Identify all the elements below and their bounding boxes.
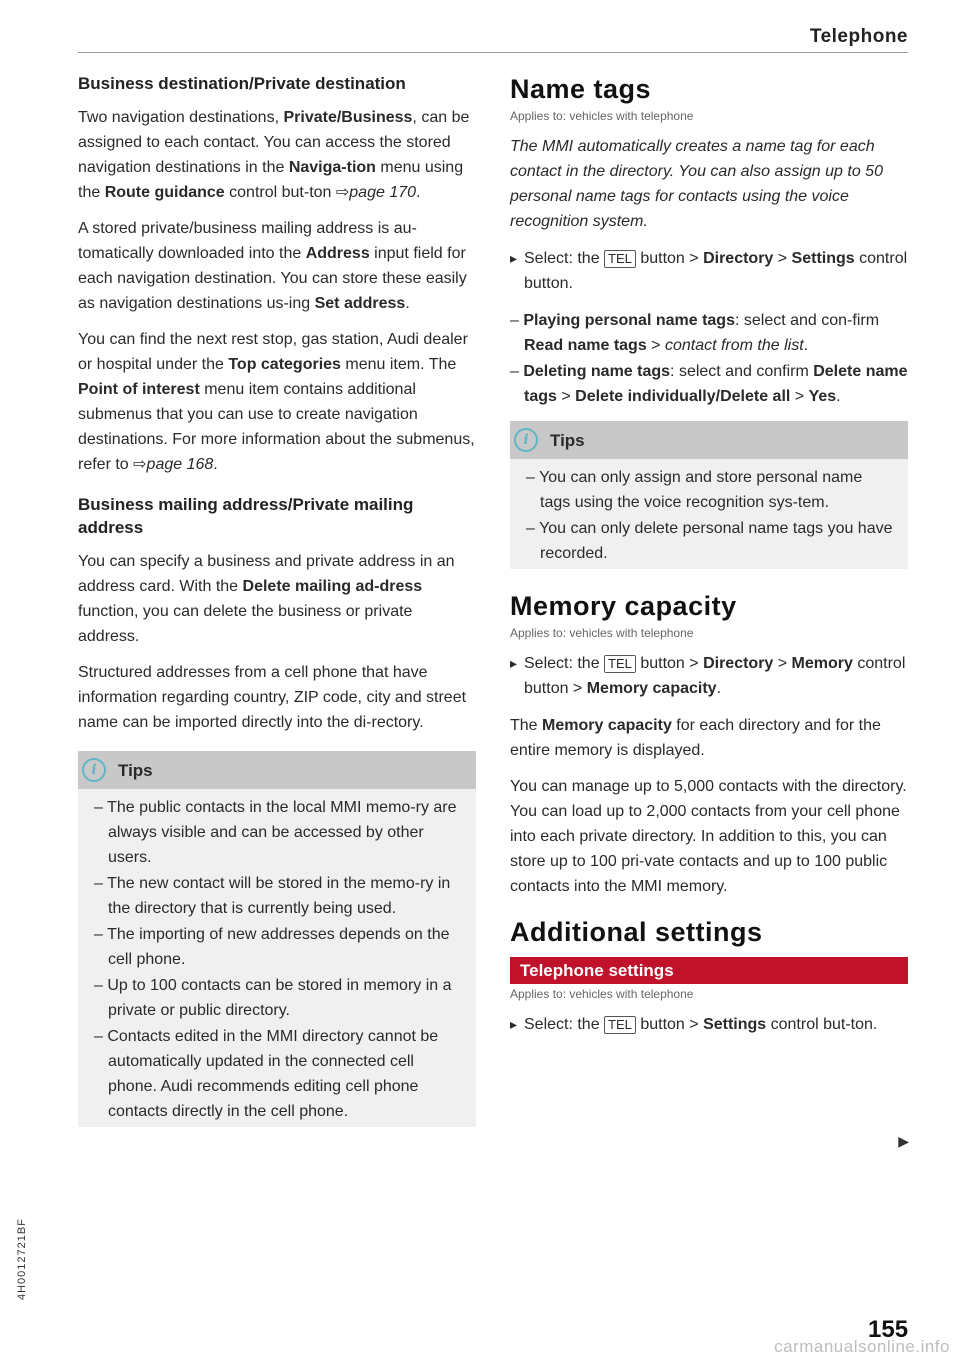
left-column bbox=[78, 72, 476, 1141]
paragraph-destinations: Two navigation destinations, Private/Business, can be assigned to each contact. You can access the stored navigation destinations in the Naviga-tion menu using the Route guidance control but-ton ⇨page 170. bbox=[78, 109, 470, 201]
list-item: – Deleting name tags: select and confirm Delete name tags > Delete individually/Delete all > Yes. bbox=[510, 359, 908, 409]
heading-business-destination: Business destination/Private destination bbox=[78, 74, 406, 93]
tips-list bbox=[510, 459, 908, 569]
page-ref-link[interactable]: ⇨page 168 bbox=[133, 456, 214, 473]
info-icon: i bbox=[82, 758, 106, 782]
tips-header bbox=[78, 751, 476, 789]
list-item: – You can only assign and store personal name tags using the voice recognition sys-tem. bbox=[526, 465, 896, 515]
list-item: – Up to 100 contacts can be stored in memory in a private or public directory. bbox=[94, 973, 464, 1023]
heading-name-tags: Name tags bbox=[510, 74, 652, 104]
tips-box bbox=[78, 751, 476, 1127]
tips-label: Tips bbox=[118, 760, 153, 780]
list-item: – The importing of new addresses depends on the cell phone. bbox=[94, 922, 464, 972]
tips-box bbox=[510, 421, 908, 569]
applies-note: Applies to: vehicles with telephone bbox=[510, 626, 694, 640]
applies-note: Applies to: vehicles with telephone bbox=[510, 987, 694, 1001]
watermark: carmanualsonline.info bbox=[774, 1337, 950, 1356]
telephone-settings-bar: Telephone settings bbox=[510, 957, 908, 984]
list-item: – You can only delete personal name tags you have recorded. bbox=[526, 516, 896, 566]
list-item: – The public contacts in the local MMI memo-ry are always visible and can be accessed by other users. bbox=[94, 795, 464, 870]
heading-memory-capacity: Memory capacity bbox=[510, 591, 737, 621]
document-id: 4H0012721BF bbox=[16, 1218, 28, 1300]
info-icon: i bbox=[514, 428, 538, 452]
section-title: Telephone bbox=[809, 26, 908, 47]
continue-arrow-icon: ▶ bbox=[898, 1133, 909, 1149]
right-column bbox=[510, 72, 908, 1049]
header-rule bbox=[78, 52, 908, 53]
applies-note: Applies to: vehicles with telephone bbox=[510, 109, 694, 123]
list-item: – Contacts edited in the MMI directory cannot be automatically updated in the connected cell phone. Audi recommends editing cell phone contacts directly in the cell phone. bbox=[94, 1024, 464, 1124]
paragraph-top-categories: You can find the next rest stop, gas station, Audi dealer or hospital under the Top categories menu item. The Point of interest menu item contains additional submenus that you can use to create navigation destinations. For more information about the submenus, refer to ⇨page 168. bbox=[78, 331, 475, 473]
tips-label: Tips bbox=[550, 430, 585, 450]
tel-button-key: TEL bbox=[604, 655, 636, 673]
tips-header bbox=[510, 421, 908, 459]
heading-additional-settings: Additional settings bbox=[510, 917, 763, 947]
page-ref-link[interactable]: ⇨page 170 bbox=[335, 184, 417, 201]
tel-button-key: TEL bbox=[604, 1016, 636, 1034]
tel-button-key: TEL bbox=[604, 250, 636, 268]
list-item: – The new contact will be stored in the memo-ry in the directory that is currently being used. bbox=[94, 871, 464, 921]
tips-list bbox=[78, 789, 476, 1127]
memory-contacts-limits: You can manage up to 5,000 contacts with the directory. You can load up to 2,000 contacts from your cell phone into each private directory. In addition to this, you can store up to 100 pri-vate contacts and up to 100 public contacts into the MMI memory. bbox=[510, 778, 907, 895]
paragraph-stored-address: A stored private/business mailing address is au-tomatically downloaded into the Address input field for each navigation destination. You can store these easily as navigation destinations us-ing Set address. bbox=[78, 220, 467, 312]
name-tags-step: ▸ Select: the TEL button > Directory > Settings control button. bbox=[510, 246, 908, 296]
page-number: 155 bbox=[868, 1316, 909, 1343]
name-tags-intro: The MMI automatically creates a name tag for each contact in the directory. You can also assign up to 50 personal name tags for contacts using the voice recognition system. bbox=[510, 138, 883, 230]
memory-displayed: The Memory capacity for each directory and for the entire memory is displayed. bbox=[510, 717, 881, 759]
memory-step: ▸ Select: the TEL button > Directory > Memory control button > Memory capacity. bbox=[510, 651, 908, 701]
list-item: – Playing personal name tags: select and con-firm Read name tags > contact from the list. bbox=[510, 308, 908, 358]
heading-mailing-address: Business mailing address/Private mailing address bbox=[78, 495, 414, 537]
name-tags-options bbox=[510, 308, 908, 409]
paragraph-structured-addresses: Structured addresses from a cell phone that have information regarding country, ZIP code, city and street name can be imported directly into the di-rectory. bbox=[78, 664, 467, 731]
paragraph-address-card: You can specify a business and private address in an address card. With the Delete mailing ad-dress function, you can delete the business or private address. bbox=[78, 553, 455, 645]
settings-step: ▸ Select: the TEL button > Settings control but-ton. bbox=[510, 1012, 908, 1037]
